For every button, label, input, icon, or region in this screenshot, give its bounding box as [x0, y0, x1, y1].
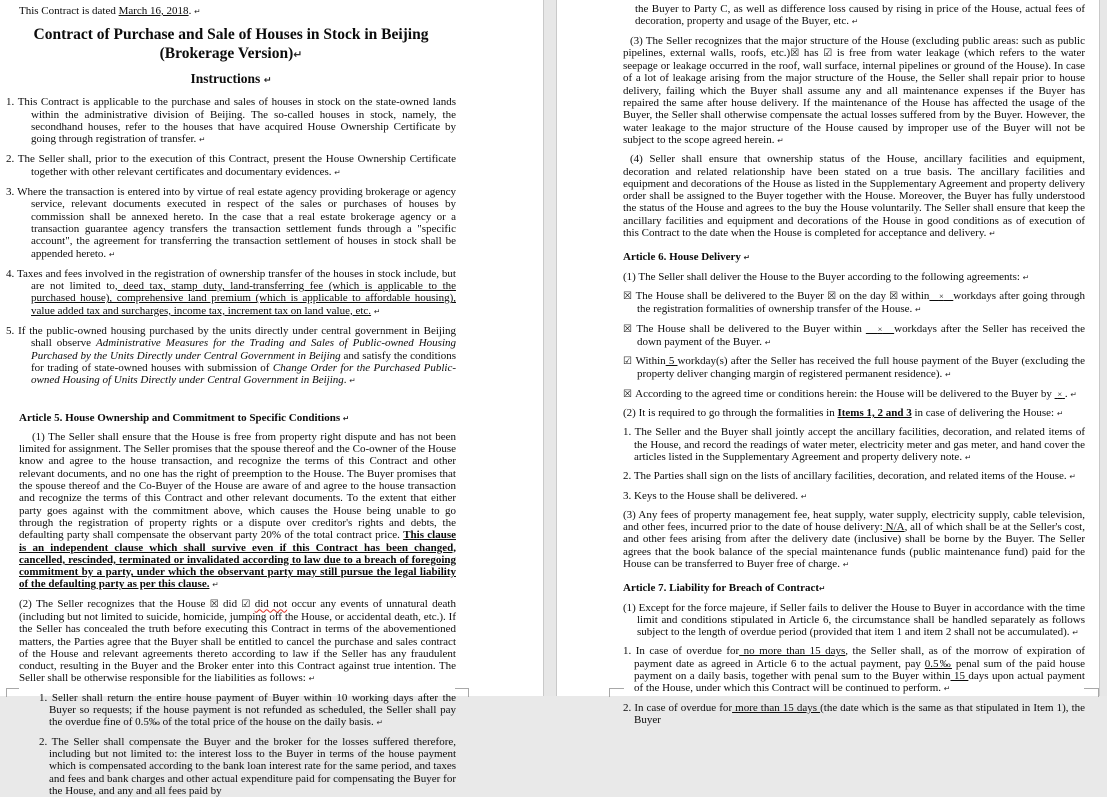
paragraph [623, 35, 1085, 148]
paragraph-mark-icon: ↵ [108, 249, 116, 259]
list-item [6, 268, 456, 318]
checkbox-item [623, 323, 1085, 350]
text-run: Within [635, 355, 666, 368]
list-number: 3. [6, 186, 18, 199]
text-run: The House shall be delivered to the Buyer within [636, 322, 866, 335]
text-run: Contract of Purchase and Sale of Houses in Stock in Beijing (Brokerage Version) [33, 26, 429, 63]
text-run [866, 323, 878, 335]
paragraph-mark-icon: ↵ [914, 305, 922, 315]
list-number: 1. [623, 645, 636, 658]
paragraph-mark-icon: ↵ [194, 7, 201, 16]
text-run: workdays after the Seller has received the down payment of the Buyer. [637, 322, 1085, 348]
text-run: . [343, 374, 350, 387]
text-run: This Contract is applicable to the purchase and sales of houses in stock on the state-owned lands within the administrative division of Beijing. The so-called houses in stock, namely, the secondhand houses, refer to the houses that have acquired House Ownership Certificate by going through registration of transfer. [17, 96, 456, 146]
text-run: 0.5‰ [924, 657, 952, 670]
paragraph-mark-icon: ↵ [212, 580, 219, 590]
paragraph-mark-icon: ↵ [1022, 272, 1030, 282]
list-item [623, 645, 1085, 695]
paragraph-mark-icon: ↵ [334, 167, 341, 177]
checkbox-checked-icon: ☑ [623, 356, 636, 368]
paragraph-mark-icon: ↵ [964, 452, 972, 462]
paragraph-mark-icon: ↵ [376, 718, 383, 728]
text-run: Administrative Measures for the Trading and Sales of Public-owned Housing Purchased by the Units Directly under Central Government in Beijing [31, 337, 456, 362]
checkbox-x-icon: ☒ [623, 323, 637, 335]
date-line [6, 5, 456, 18]
text-run: (1) Except for the force majeure, if Seller fails to deliver the House to Buyer in accordance with the time limit and conditions stipulated in Article 6, the circumstance shall be handled separately as follows subject to the length of overdue period (provided that item 1 and item 2 shall not be accumulated). [623, 601, 1085, 639]
text-run: the Buyer to Party C, as well as difference loss caused by rising in price of the House, actual fees of decoration, property and usage of the Buyer, etc. [635, 3, 1085, 28]
text-run: Instructions [190, 71, 264, 87]
paragraph [623, 271, 1085, 284]
paragraph-mark-icon: ↵ [373, 306, 381, 316]
section-heading [623, 251, 1085, 264]
list-number: 1. [39, 691, 52, 704]
paragraph-mark-icon: ↵ [1072, 628, 1079, 638]
text-run: In case of overdue for [634, 701, 733, 714]
paragraph-mark-icon: ↵ [263, 75, 272, 87]
text-run: (2) It is required to go through the formalities in [623, 407, 838, 420]
text-run: × [1057, 388, 1063, 399]
document-page-right [557, 0, 1099, 726]
text-run: This Contract is dated [19, 5, 119, 17]
text-run: , the Seller shall, as of the morrow of expiration of payment date as agreed in Article 6 to the actual payment, pay [634, 645, 1086, 670]
paragraph [6, 598, 456, 686]
paragraph [623, 509, 1085, 571]
text-run: on the day [836, 289, 890, 302]
text-boundary-mark [6, 688, 19, 697]
text-run: days upon actual payment of the House, under which this Contract will be continued to perform. [634, 670, 1085, 695]
text-run: Seller shall return the entire house payment of Buyer within 10 working days after the Buyer so requests; if the house payment is not refunded as scheduled, the Seller shall pay the overdue fine of 0.5‰ of the total price of the house on the daily basis. [49, 691, 457, 729]
list-number: 2. [623, 470, 634, 483]
paragraph [6, 431, 456, 592]
checkbox-checked-icon: ☑ [823, 47, 833, 59]
sub-list-item [6, 736, 456, 797]
text-run: penal sum of the paid house payment on a daily basis, together with penal sum to the Buyer within [634, 657, 1085, 683]
page-right-content [623, 3, 1085, 726]
text-run: in case of delivering the House: [911, 407, 1057, 420]
list-item [6, 186, 456, 261]
section-heading [6, 412, 456, 425]
paragraph-mark-icon: ↵ [199, 135, 206, 145]
paragraph-mark-icon: ↵ [308, 674, 316, 684]
paragraph-mark-icon: ↵ [819, 584, 826, 594]
text-run: did not [254, 597, 288, 610]
text-run: Taxes and fees involved in the registration of ownership transfer of the houses in stock include, but are not limited to, [17, 267, 456, 293]
section-heading [623, 582, 1085, 595]
list-item [6, 153, 456, 179]
text-run: Where the transaction is entered into by virtue of real estate agency providing brokerage or agency service, relevant documents executed in respect of the sales or purchases of houses by commission shall be annexed hereto. In the case that a real estate brokerage agency or a transaction guarantee agency transfers the transaction settlement funds through a "specific account", the agreement for transferring the transaction settlement of houses in stock shall be appended hereto. [17, 186, 456, 260]
text-run: more than 15 days [732, 701, 821, 714]
paragraph-mark-icon: ↵ [743, 253, 751, 263]
text-run: × [938, 290, 944, 301]
text-run: (3) Any fees of property management fee, heat supply, water supply, electricity supply, cable television, and other fees, incurred prior to the date of house delivery: [623, 508, 1085, 534]
text-run: workdays after going through the registration formalities of ownership transfer of the House. [637, 289, 1085, 316]
list-number: 4. [6, 267, 18, 280]
paragraph [623, 153, 1085, 240]
list-number: 2. [623, 701, 635, 714]
text-run: If the public-owned housing purchased by the units directly under central government in Beijing shall observe [18, 325, 457, 350]
checkbox-item [623, 355, 1085, 382]
list-item [6, 96, 456, 146]
paragraph [623, 407, 1085, 420]
text-run: Items 1, 2 and 3 [837, 407, 912, 420]
text-run: 5 [665, 355, 678, 368]
list-number: 2. [6, 153, 18, 166]
text-run: The House shall be delivered to the Buyer [635, 289, 828, 302]
text-run [944, 290, 954, 302]
list-item [6, 325, 456, 387]
list-number: 3. [623, 489, 634, 502]
checkbox-item [623, 290, 1085, 317]
text-run: (1) The Seller shall ensure that the House is free from property right dispute and has not been limited for assignment. The Seller promises that the spouse thereof and the Co-owner of the House know and agree to the house transaction, and recognize the terms of this Contract and other relevant documents, and no one has the right of preemption to the House. The Buyer promises that the spouse thereof and the Co-Buyer of the House are aware of and agree to the house transaction and recognize the terms of this Contract and other relevant documents. To the extent that either party goes against with the commitment above, which causes the House being unable to go through the registration of property rights or a dispute over creditor's rights and debts, the defaulting party shall compensate the observant party 20% of the total contract price. [19, 430, 456, 542]
list-number: 1. [623, 426, 635, 439]
paragraph-mark-icon: ↵ [1069, 472, 1076, 482]
text-run: has [799, 46, 824, 59]
text-run: N/A [882, 521, 905, 534]
checkbox-x-icon: ☒ [623, 290, 636, 302]
paragraph-mark-icon: ↵ [777, 135, 784, 145]
text-run: In case of overdue for [635, 645, 740, 658]
list-item [623, 702, 1085, 727]
paragraph-mark-icon: ↵ [800, 491, 808, 501]
text-run: (4) Seller shall ensure that ownership status of the House, ancillary facilities and equipment, decoration and related relationship have been stated on a true basis. The ancillary facilities and equipment and decorations of the House as listed in the Supplementary Agreement and property delivery order shall be assigned to the Buyer together with the House. Moreover, the Buyer has fully understood the status of the House and agrees to the buy the House voluntarily. The Seller shall ensure that keep the ancillary facilities and equipment and decorations of the House in good conditions as of execution of this Contract to the date when the House is completed for acceptance and delivery. [623, 153, 1085, 240]
checkbox-x-icon: ☒ [889, 290, 899, 302]
text-boundary-mark [455, 688, 469, 697]
paragraph-mark-icon: ↵ [764, 337, 772, 347]
list-number: 2. [39, 735, 52, 748]
checkbox-x-icon: ☒ [827, 290, 837, 302]
text-run: occur any events of unnatural death (including but not limited to suicide, homicide, jumping off the House, or accidental death, etc.). If the Seller has concealed the truth before executing this Contract in terms of the abovementioned matters, the Parties agree that the Buyer shall be entitled to cancel the purchase and sales contract of the House and relevant agreements thereto according to law if the Seller has any fraudulent conduct, resulting in the Buyer and the Broker enter into this Contract against true intention. The Seller shall be otherwise responsible for the liabilities as follows: [19, 597, 456, 685]
text-run: The Seller and the Buyer shall jointly accept the ancillary facilities, decoration, and related items of the House, and record the readings of water meter, electricity meter and gas meter, and hand cover the articles listed in the Supplementary Agreement and property delivery note. [634, 426, 1085, 463]
text-run: . [188, 5, 195, 17]
text-run: This clause is an independent clause which shall survive even if this Contract has been changed, cancelled, rescinded, terminated or invalidated according to law due to a breach of foregoing commitment by a party, under which the observant party may still pursue the legal liability of the defaulting party as per this clause. [19, 529, 457, 591]
list-number: 1. [6, 96, 18, 109]
text-run: (the date which is the same as that stipulated in Item 1), the Buyer [634, 701, 1086, 726]
paragraph-mark-icon: ↵ [851, 17, 859, 27]
list-item [623, 426, 1085, 464]
text-run: The Seller shall, prior to the execution of this Contract, present the House Ownership Certificate together with other relevant certificates and documentary evidences. [17, 153, 456, 178]
text-run: within [898, 289, 930, 302]
text-run: did [218, 597, 242, 610]
checkbox-checked-icon: ☑ [241, 598, 251, 610]
checkbox-x-icon: ☒ [790, 47, 800, 59]
text-run: deed tax, stamp duty, land-transferring fee (which is applicable to the purchased house), comprehensive land premium (which is applicable to affordable housing), value added tax and surcharges, income tax, increment tax on land value, etc. [31, 280, 457, 317]
text-run: Article 7. Liability for Breach of Contract [623, 582, 820, 595]
text-run: March 16, 2018 [118, 5, 189, 17]
text-run: (2) The Seller recognizes that the House [19, 597, 210, 610]
document-page-left [0, 0, 543, 797]
list-item [623, 470, 1085, 483]
checkbox-x-icon: ☒ [623, 388, 636, 400]
text-run: and satisfy the conditions for trading of state-owned houses with submission of [31, 349, 456, 374]
text-run: According to the agreed time or conditions herein: the House will be delivered to the Buyer by [635, 387, 1055, 400]
paragraph-mark-icon: ↵ [842, 559, 850, 569]
text-run: Article 5. House Ownership and Commitment to Specific Conditions [19, 411, 343, 424]
paragraph-mark-icon: ↵ [349, 376, 356, 386]
paragraph-mark-icon: ↵ [989, 229, 996, 239]
paragraph-mark-icon: ↵ [1056, 409, 1064, 419]
text-run: . [1064, 387, 1071, 400]
document-subtitle [6, 70, 456, 89]
page-left-content [6, 5, 456, 797]
text-run [929, 290, 939, 302]
document-title [6, 25, 456, 64]
paragraph-mark-icon: ↵ [1070, 389, 1077, 399]
text-run: × [877, 323, 883, 334]
page-gap [543, 0, 557, 696]
text-run: 15 [950, 670, 969, 683]
text-boundary-mark [1084, 688, 1099, 697]
paragraph-mark-icon: ↵ [944, 370, 952, 380]
text-run: workday(s) after the Seller has received the full house payment of the Buyer (excluding the property deliver changing margin of registered permanent residence). [637, 355, 1085, 381]
paragraph [623, 602, 1085, 640]
text-run: (1) The Seller shall deliver the House to the Buyer according to the following agreements: [623, 270, 1023, 283]
sub-list-item [6, 692, 456, 730]
checkbox-x-icon: ☒ [209, 598, 219, 610]
text-run: The Parties shall sign on the lists of ancillary facilities, decoration, and related items of the House. [633, 470, 1070, 483]
text-run: no more than 15 days [739, 645, 846, 658]
page-edge-gap [1099, 0, 1107, 696]
text-run: Article 6. House Delivery [623, 251, 744, 264]
list-item [623, 490, 1085, 503]
text-run: (3) The Seller recognizes that the major structure of the House (excluding public areas: such as public pipelines, external walls, roofs, etc.) [623, 34, 1085, 59]
text-run: Change Order for the Purchased Public-owned Housing of Units Directly under Central Government in Beijing [31, 361, 456, 387]
text-boundary-mark [609, 688, 624, 697]
text-run: The Seller shall compensate the Buyer and the broker for the losses suffered therefore, including but not limited to: the interest loss to the Buyer in terms of the house payment which is compensated according to the bank loan interest rate for the same period, and taxes and fees and bank charges and other actual expenditure paid for compensating the Buyer for the House, and any and all fees paid by [49, 735, 456, 797]
text-run: , all of which shall be at the Seller's cost, and other fees arising from after the delivery date (inclusive) shall be borne by the Buyer. The Seller agrees that the book balance of the special maintenance funds (public maintenance fund) paid for the House can be transferred to Buyer free of charge. [623, 521, 1085, 570]
text-run: Keys to the House shall be delivered. [634, 489, 801, 502]
paragraph-mark-icon: ↵ [943, 684, 951, 694]
paragraph-mark-icon: ↵ [342, 413, 350, 423]
text-run [882, 323, 894, 335]
list-number: 5. [6, 325, 19, 338]
paragraph-continuation [623, 3, 1085, 29]
checkbox-item [623, 388, 1085, 401]
text-run: is free from water leakage (which refers to the water seepage or leakage occurred in the roof, wall surface, internal pipelines or ground of the House). In case of a lot of leakage arising from the major structure of the House, the Seller shall repair prior to house delivery, failing which the Buyer shall assume any and all maintenance expenses if the Buyer has repaired the same after house delivery. If the maintenance of the House has affected the usage of the Buyer, the Seller shall otherwise compensate the actual losses suffered from by the Buyer. However, the water leakage to the major structure of the House caused by improper use of the Buyer will not be subject to the scope agreed herein. [623, 46, 1086, 146]
paragraph-mark-icon: ↵ [293, 48, 303, 62]
